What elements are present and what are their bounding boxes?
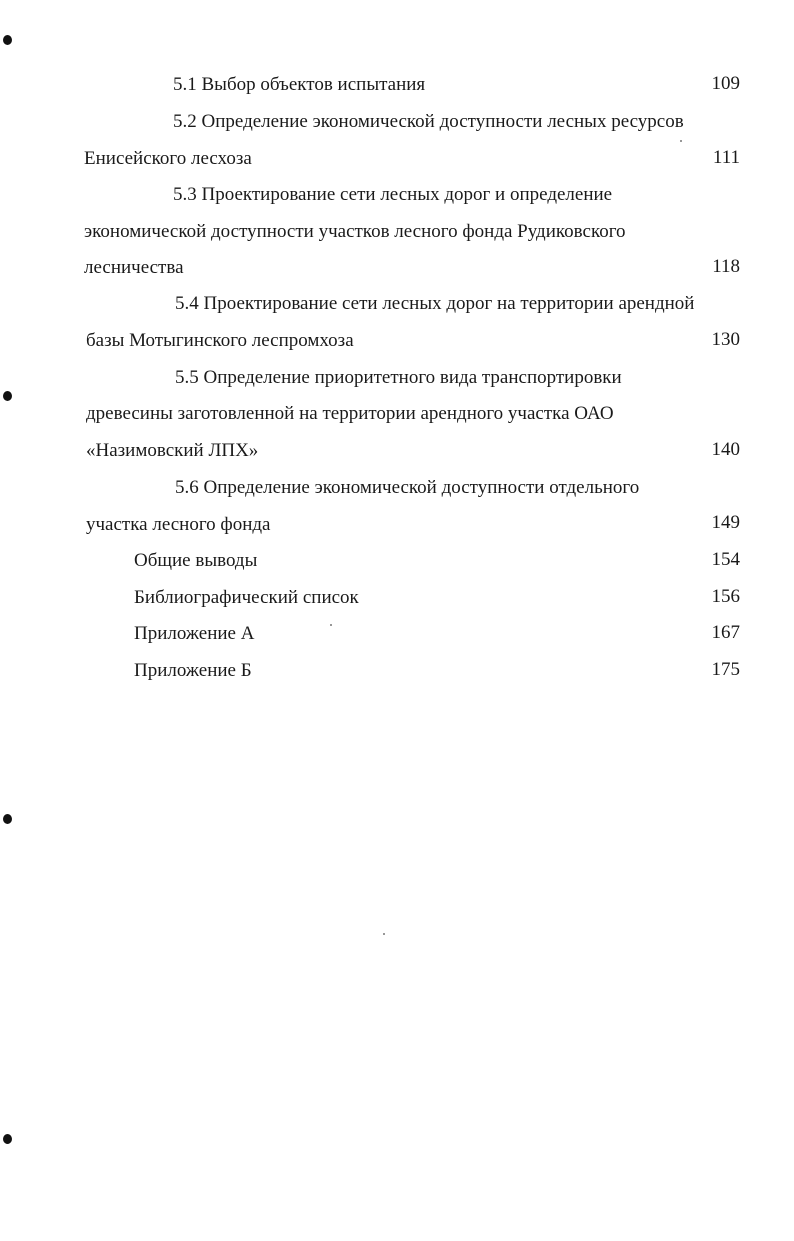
toc-entry-5-1-page: 109: [711, 73, 740, 94]
toc-entry-5-5-line-3: «Назимовский ЛПХ»: [86, 440, 259, 461]
punch-hole-3: [3, 814, 12, 824]
toc-entry-bibliography-line-1: Библиографический список: [134, 587, 359, 608]
toc-entry-5-6-line-2: участка лесного фонда: [86, 514, 271, 535]
toc-entry-5-3-page: 118: [712, 256, 740, 277]
toc-entry-5-1-line-1: 5.1 Выбор объектов испытания: [173, 74, 426, 95]
toc-entry-5-5-page: 140: [711, 439, 740, 460]
toc-entry-5-2-line-2: Енисейского лесхоза: [84, 148, 252, 169]
punch-hole-1: [3, 35, 12, 45]
scan-speck: [680, 140, 682, 142]
toc-entry-conclusions-page: 154: [711, 549, 740, 570]
toc-entry-5-6-page: 149: [711, 512, 740, 533]
toc-entry-5-5-line-2: древесины заготовленной на территории арендного участка ОАО: [86, 403, 614, 424]
scan-speck: [383, 933, 385, 935]
toc-entry-appendix-a-line-1: Приложение А: [134, 623, 255, 644]
toc-entry-5-4-line-1: 5.4 Проектирование сети лесных дорог на территории арендной: [175, 293, 695, 314]
punch-hole-4: [3, 1134, 12, 1144]
toc-entry-appendix-b-page: 175: [711, 659, 740, 680]
toc-entry-bibliography-page: 156: [711, 586, 740, 607]
toc-entry-appendix-a-page: 167: [711, 622, 740, 643]
toc-entry-5-4-line-2: базы Мотыгинского леспромхоза: [86, 330, 354, 351]
toc-entry-5-3-line-3: лесничества: [84, 257, 184, 278]
scan-speck: [330, 624, 332, 626]
toc-entry-appendix-b-line-1: Приложение Б: [134, 660, 252, 681]
toc-entry-5-3-line-2: экономической доступности участков лесного фонда Рудиковского: [84, 221, 626, 242]
toc-entry-5-3-line-1: 5.3 Проектирование сети лесных дорог и определение: [173, 184, 613, 205]
toc-entry-5-2-page: 111: [712, 147, 740, 168]
punch-hole-2: [3, 391, 12, 401]
toc-entry-5-4-page: 130: [711, 329, 740, 350]
toc-entry-conclusions-line-1: Общие выводы: [134, 550, 258, 571]
toc-entry-5-2-line-1: 5.2 Определение экономической доступности лесных ресурсов: [173, 111, 684, 132]
toc-entry-5-6-line-1: 5.6 Определение экономической доступности отдельного: [175, 477, 640, 498]
toc-entry-5-5-line-1: 5.5 Определение приоритетного вида транспортировки: [175, 367, 622, 388]
